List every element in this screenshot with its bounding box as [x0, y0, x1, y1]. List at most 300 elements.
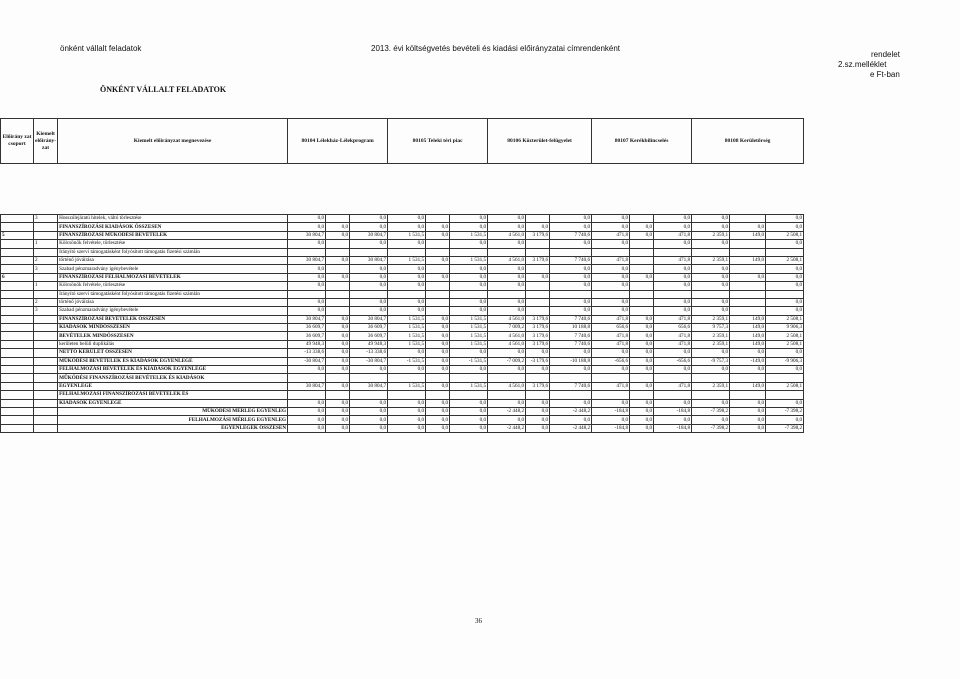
row-value: 30 804,7	[288, 315, 326, 323]
row-value: 9 906,3	[766, 324, 804, 332]
row-value: 0,0	[426, 273, 450, 281]
table-row	[1, 298, 804, 306]
row-group	[1, 215, 34, 223]
col-head-name: Kiemelt előirányzat megnevezése	[58, 119, 288, 164]
row-value: 30 804,7	[350, 256, 388, 264]
row-value: -184,8	[592, 424, 630, 432]
row-value	[326, 240, 350, 248]
row-value: 0,0	[592, 349, 630, 357]
row-group	[1, 366, 34, 374]
row-value: 1 531,5	[450, 256, 488, 264]
row-value	[326, 307, 350, 315]
row-kiemelt	[34, 374, 58, 382]
row-value: -184,8	[654, 407, 692, 415]
row-value: 4 561,0	[488, 315, 526, 323]
row-value: 0,0	[288, 240, 326, 248]
row-value: 30 804,7	[350, 231, 388, 239]
row-value: -656,6	[654, 357, 692, 365]
row-value: 2 508,1	[766, 315, 804, 323]
row-value: 0,0	[730, 407, 766, 415]
row-value	[326, 290, 350, 298]
row-value: 1 531,5	[388, 332, 426, 340]
row-value	[426, 215, 450, 223]
table-row	[1, 374, 804, 382]
row-value: 0,0	[766, 399, 804, 407]
row-value: 0,0	[550, 240, 592, 248]
row-value	[630, 215, 654, 223]
row-value: 0,0	[288, 399, 326, 407]
row-kiemelt	[34, 248, 58, 256]
row-value: 0,0	[730, 223, 766, 231]
row-value: 0,0	[630, 382, 654, 390]
row-value: 0,0	[426, 231, 450, 239]
row-value: -7 398,2	[766, 407, 804, 415]
row-name: BEVÉTELEK MINDÖSSZESEN	[58, 332, 288, 340]
row-value: -30 804,7	[288, 357, 326, 365]
row-kiemelt	[34, 407, 58, 415]
row-value: 0,0	[526, 223, 550, 231]
row-value: 7 740,6	[550, 382, 592, 390]
row-value: 149,0	[730, 340, 766, 348]
row-value: 471,8	[654, 315, 692, 323]
row-name: FINANSZÍROZÁSI FELHALMOZÁSI BEVÉTELEK	[58, 273, 288, 281]
row-value: 4 561,0	[488, 256, 526, 264]
row-name: Irányító szervi támogatásként folyósított támogatás fizetési számlán	[58, 248, 288, 256]
row-value: 36 609,7	[288, 332, 326, 340]
row-kiemelt	[34, 391, 58, 399]
row-value	[654, 248, 692, 256]
row-name: FELHALMOZÁSI MÉRLEG EGYENLEG	[58, 416, 288, 424]
row-value	[526, 374, 550, 382]
row-value: 4 561,0	[488, 332, 526, 340]
row-value: 3 179,6	[526, 332, 550, 340]
row-value: 0,0	[766, 307, 804, 315]
row-value: 30 804,7	[288, 256, 326, 264]
table-row	[1, 340, 804, 348]
row-group	[1, 307, 34, 315]
row-value: 471,8	[592, 382, 630, 390]
row-value	[326, 215, 350, 223]
row-kiemelt	[34, 273, 58, 281]
row-group	[1, 315, 34, 323]
row-value	[450, 248, 488, 256]
row-value: 2 508,1	[766, 340, 804, 348]
row-value: -184,8	[592, 407, 630, 415]
row-value: 0,0	[630, 332, 654, 340]
row-value: 0,0	[692, 366, 730, 374]
row-value	[630, 290, 654, 298]
row-value	[426, 265, 450, 273]
row-value: 471,8	[592, 332, 630, 340]
row-name: FELHALMOZÁSI FINANSZÍROZÁSI BEVÉTELEK ÉS	[58, 391, 288, 399]
row-value: 0,0	[766, 240, 804, 248]
row-value: 0,0	[288, 273, 326, 281]
row-value: 4 561,0	[488, 340, 526, 348]
row-name: Kölcsönök felvétele, törlesztése	[58, 240, 288, 248]
row-value	[654, 290, 692, 298]
header-rendelet: rendelet	[871, 50, 900, 59]
row-value: -2 448,2	[488, 407, 526, 415]
row-value: 0,0	[350, 240, 388, 248]
row-value	[654, 391, 692, 399]
row-value: 0,0	[326, 366, 350, 374]
row-value: 7 740,6	[550, 332, 592, 340]
row-value: 1 531,5	[450, 231, 488, 239]
table-row	[1, 324, 804, 332]
row-value: 471,8	[592, 256, 630, 264]
row-value: 0,0	[488, 240, 526, 248]
row-value	[730, 391, 766, 399]
row-value	[592, 290, 630, 298]
table-row	[1, 315, 804, 323]
row-group	[1, 416, 34, 424]
row-value	[630, 307, 654, 315]
row-kiemelt	[34, 340, 58, 348]
row-value: 656,6	[654, 324, 692, 332]
row-value: 0,0	[550, 399, 592, 407]
row-value: 0,0	[450, 265, 488, 273]
row-value: 0,0	[388, 416, 426, 424]
row-value	[526, 298, 550, 306]
row-value: 0,0	[426, 424, 450, 432]
row-group: 6	[1, 273, 34, 281]
row-value: 30 804,7	[288, 231, 326, 239]
row-value: 0,0	[730, 399, 766, 407]
row-value: -1 531,5	[450, 357, 488, 365]
row-value: -13 338,6	[350, 349, 388, 357]
row-value: 149,0	[730, 231, 766, 239]
row-value	[450, 374, 488, 382]
row-value: 0,0	[654, 349, 692, 357]
row-kiemelt: 2	[34, 298, 58, 306]
row-value: 1 531,5	[388, 231, 426, 239]
row-value	[526, 391, 550, 399]
row-value	[426, 374, 450, 382]
row-value: -2 448,2	[550, 424, 592, 432]
row-name: EGYENLEGEK ÖSSZESEN	[58, 424, 288, 432]
row-value	[326, 391, 350, 399]
row-group	[1, 391, 34, 399]
row-value: 0,0	[326, 399, 350, 407]
row-value: 0,0	[766, 273, 804, 281]
row-kiemelt: 2	[34, 256, 58, 264]
row-value: 0,0	[326, 231, 350, 239]
row-value: 0,0	[388, 307, 426, 315]
row-value: 0,0	[766, 215, 804, 223]
row-value: 0,0	[654, 215, 692, 223]
row-value	[630, 282, 654, 290]
row-group	[1, 256, 34, 264]
row-value: -30 804,7	[350, 357, 388, 365]
row-value	[350, 290, 388, 298]
row-kiemelt	[34, 223, 58, 231]
row-value	[388, 248, 426, 256]
row-value: 0,0	[730, 424, 766, 432]
row-value: 0,0	[592, 273, 630, 281]
row-value: 0,0	[592, 307, 630, 315]
row-value	[550, 391, 592, 399]
row-value: -2 448,2	[488, 424, 526, 432]
row-value	[766, 248, 804, 256]
table-row	[1, 240, 804, 248]
row-value: 471,8	[654, 332, 692, 340]
row-value: 0,0	[426, 407, 450, 415]
row-value: 0,0	[326, 324, 350, 332]
col-head-80107: 80107 Kerékbilincselés	[592, 119, 692, 164]
row-value	[630, 265, 654, 273]
row-value: 0,0	[450, 399, 488, 407]
row-value: 10 188,8	[550, 324, 592, 332]
row-value	[730, 374, 766, 382]
row-value: 2 508,1	[766, 231, 804, 239]
row-value: 0,0	[592, 215, 630, 223]
row-value	[288, 248, 326, 256]
header-melleklet: 2.sz.melléklet	[838, 60, 887, 69]
row-value: 0,0	[550, 265, 592, 273]
row-value: 0,0	[326, 273, 350, 281]
row-value: 9 757,3	[692, 324, 730, 332]
row-name: Irányító szervi támogatásként folyósított támogatás fizetési számlán	[58, 290, 288, 298]
row-value: 2 508,1	[766, 256, 804, 264]
row-value: 0,0	[550, 273, 592, 281]
row-value: 0,0	[654, 223, 692, 231]
row-value: -184,8	[654, 424, 692, 432]
row-group	[1, 248, 34, 256]
row-value: 0,0	[592, 223, 630, 231]
row-value: 0,0	[592, 416, 630, 424]
row-value: 0,0	[692, 349, 730, 357]
row-value: 0,0	[692, 223, 730, 231]
row-value: 0,0	[592, 282, 630, 290]
row-value: 149,0	[730, 256, 766, 264]
row-value	[692, 374, 730, 382]
row-group	[1, 265, 34, 273]
row-value	[426, 248, 450, 256]
row-value: 0,0	[630, 315, 654, 323]
row-value	[350, 391, 388, 399]
row-value: 0,0	[326, 349, 350, 357]
row-value	[550, 248, 592, 256]
row-value: 0,0	[592, 366, 630, 374]
row-value: 7 740,6	[550, 256, 592, 264]
row-value: 0,0	[630, 324, 654, 332]
table-row	[1, 265, 804, 273]
col-head-80104: 80104 Lélekház-Lélekprogram	[288, 119, 388, 164]
row-group	[1, 424, 34, 432]
row-value	[550, 290, 592, 298]
col-head-kiemelt: Kiemelt előirány- zat	[34, 119, 58, 164]
row-value: 0,0	[692, 273, 730, 281]
row-value: 1 531,5	[450, 382, 488, 390]
table-row	[1, 391, 804, 399]
row-value: 0,0	[326, 357, 350, 365]
row-name: történő jóváírása	[58, 256, 288, 264]
row-value: 149,0	[730, 332, 766, 340]
row-group	[1, 382, 34, 390]
row-value: 0,0	[450, 298, 488, 306]
row-kiemelt	[34, 324, 58, 332]
row-value	[426, 298, 450, 306]
row-kiemelt	[34, 332, 58, 340]
row-value	[426, 240, 450, 248]
table-row	[1, 273, 804, 281]
budget-table	[0, 118, 804, 433]
row-value: 1 531,5	[450, 340, 488, 348]
row-value	[426, 290, 450, 298]
row-value: 0,0	[388, 399, 426, 407]
row-value	[388, 290, 426, 298]
row-value: 0,0	[388, 407, 426, 415]
row-group	[1, 298, 34, 306]
row-value: 4 561,0	[488, 231, 526, 239]
row-value	[388, 374, 426, 382]
row-value: 471,8	[592, 340, 630, 348]
row-name: Hosszúlejáratú hitelek, váltó törlesztése	[58, 215, 288, 223]
row-value: 0,0	[766, 265, 804, 273]
row-value	[730, 282, 766, 290]
row-group	[1, 399, 34, 407]
table-row	[1, 223, 804, 231]
row-value	[730, 307, 766, 315]
row-value: 0,0	[766, 223, 804, 231]
table-row	[1, 290, 804, 298]
row-value: 0,0	[350, 273, 388, 281]
row-value: 0,0	[526, 416, 550, 424]
row-value	[630, 298, 654, 306]
row-name: FINANSZÍROZÁSI KIADÁSOK ÖSSZESEN	[58, 223, 288, 231]
row-value: 0,0	[426, 340, 450, 348]
row-value: 0,0	[766, 298, 804, 306]
row-value	[630, 256, 654, 264]
row-value	[630, 248, 654, 256]
row-value: -9 757,3	[692, 357, 730, 365]
row-value: 0,0	[526, 399, 550, 407]
row-value: 0,0	[526, 273, 550, 281]
row-value	[526, 290, 550, 298]
row-value	[526, 282, 550, 290]
row-value	[326, 298, 350, 306]
row-value: 0,0	[488, 265, 526, 273]
row-value	[550, 374, 592, 382]
row-value: 0,0	[450, 349, 488, 357]
row-value: 2 508,1	[766, 382, 804, 390]
row-value: 0,0	[766, 349, 804, 357]
row-value: 7 740,6	[550, 231, 592, 239]
row-value: 0,0	[350, 223, 388, 231]
row-kiemelt	[34, 424, 58, 432]
row-value: 7 740,6	[550, 340, 592, 348]
row-kiemelt	[34, 416, 58, 424]
row-value: -7 398,2	[692, 424, 730, 432]
header-unit: e Ft-ban	[870, 70, 900, 79]
row-value: 0,0	[450, 416, 488, 424]
row-name: Szabad pénzmaradvány igénybevétele	[58, 265, 288, 273]
row-kiemelt	[34, 315, 58, 323]
row-value: 0,0	[426, 399, 450, 407]
row-value: 0,0	[450, 223, 488, 231]
row-value: 0,0	[488, 282, 526, 290]
row-value: 0,0	[388, 298, 426, 306]
row-value	[288, 374, 326, 382]
row-value: 0,0	[630, 357, 654, 365]
row-value	[526, 265, 550, 273]
row-kiemelt	[34, 366, 58, 374]
row-name: Szabad pénzmaradvány igénybevétele	[58, 307, 288, 315]
row-name: FINANSZÍROZÁSI MŰKÖDÉSI BEVÉTELEK	[58, 231, 288, 239]
row-value: 49 948,3	[350, 340, 388, 348]
table-row	[1, 231, 804, 239]
row-value: -7 398,2	[766, 424, 804, 432]
row-value: 0,0	[350, 407, 388, 415]
row-value: 471,8	[654, 231, 692, 239]
row-value: 0,0	[654, 366, 692, 374]
row-group	[1, 349, 34, 357]
row-value: 0,0	[654, 282, 692, 290]
row-value: 0,0	[350, 424, 388, 432]
row-value: 0,0	[630, 340, 654, 348]
col-head-80108: 80108 Kerületőrség	[692, 119, 804, 164]
row-value: 0,0	[488, 215, 526, 223]
row-value: 2 359,1	[692, 382, 730, 390]
row-value: 1 531,5	[388, 340, 426, 348]
row-value: -2 448,2	[550, 407, 592, 415]
row-group	[1, 282, 34, 290]
row-kiemelt: 1	[34, 282, 58, 290]
row-value: 0,0	[766, 366, 804, 374]
row-value: 0,0	[450, 282, 488, 290]
row-value: 0,0	[526, 366, 550, 374]
row-value: 3 179,6	[526, 324, 550, 332]
row-value	[592, 374, 630, 382]
row-value: 30 804,7	[288, 382, 326, 390]
row-value: 471,8	[654, 382, 692, 390]
row-value: 0,0	[654, 273, 692, 281]
row-value: 0,0	[692, 399, 730, 407]
row-value: 149,0	[730, 382, 766, 390]
row-kiemelt: 1	[34, 240, 58, 248]
row-value: 0,0	[654, 240, 692, 248]
row-value: 7 009,2	[488, 324, 526, 332]
row-value: 0,0	[326, 424, 350, 432]
row-kiemelt	[34, 290, 58, 298]
row-value: 0,0	[426, 332, 450, 340]
row-name: EGYENLEGE	[58, 382, 288, 390]
row-value: 0,0	[526, 407, 550, 415]
row-value	[526, 215, 550, 223]
row-name: MŰKÖDÉSI FINANSZÍROZÁSI BEVÉTELEK ÉS KIADÁSOK	[58, 374, 288, 382]
row-kiemelt: 3	[34, 265, 58, 273]
row-value	[488, 248, 526, 256]
row-value: 0,0	[288, 424, 326, 432]
row-group	[1, 324, 34, 332]
row-value: 3 179,6	[526, 382, 550, 390]
row-value: 0,0	[450, 240, 488, 248]
row-value: 1 531,5	[388, 315, 426, 323]
row-value: 0,0	[288, 265, 326, 273]
row-value: 471,8	[592, 315, 630, 323]
row-value: 3 179,6	[526, 256, 550, 264]
row-value: 471,8	[654, 256, 692, 264]
row-value: 36 609,7	[350, 324, 388, 332]
row-group	[1, 374, 34, 382]
row-value	[326, 248, 350, 256]
row-value: 0,0	[350, 298, 388, 306]
row-value: 1 531,5	[450, 332, 488, 340]
row-value: 0,0	[388, 240, 426, 248]
row-value: 0,0	[326, 332, 350, 340]
row-value: 0,0	[350, 282, 388, 290]
row-value	[450, 290, 488, 298]
